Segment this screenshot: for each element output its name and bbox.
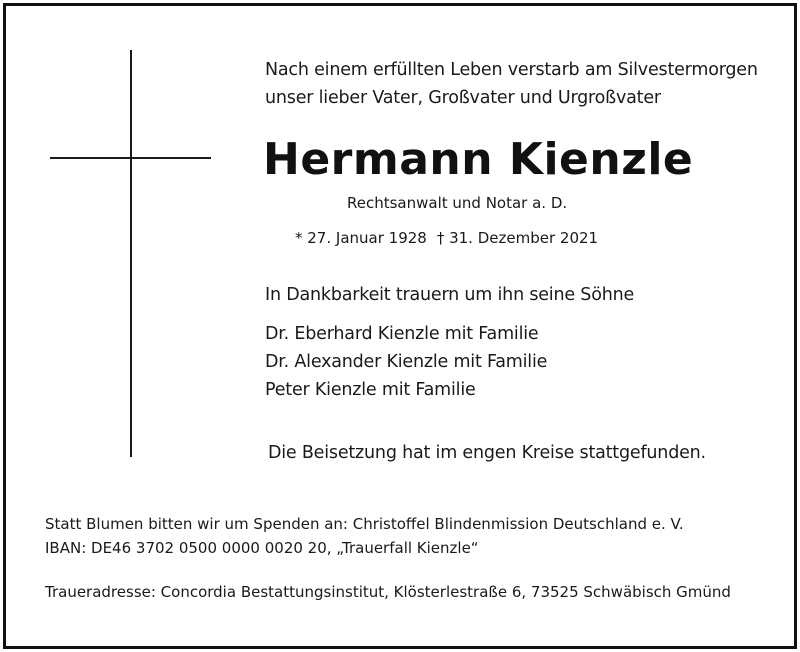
mourners-list	[265, 320, 547, 404]
intro-line-1: Nach einem erfüllten Leben verstarb am Silvestermorgen	[265, 60, 758, 80]
list-item: Peter Kienzle mit Familie	[265, 380, 476, 400]
donation-iban: IBAN: DE46 3702 0500 0000 0020 20, „Trauerfall Kienzle“	[45, 539, 479, 557]
list-item: Dr. Eberhard Kienzle mit Familie	[265, 324, 539, 344]
cross-vertical-bar	[130, 50, 132, 457]
deceased-profession: Rechtsanwalt und Notar a. D.	[347, 194, 568, 212]
death-date: † 31. Dezember 2021	[436, 229, 599, 247]
donation-notice	[45, 512, 684, 560]
mourning-text: In Dankbarkeit trauern um ihn seine Söhne	[265, 285, 635, 305]
birth-date: * 27. Januar 1928	[295, 229, 427, 247]
life-dates	[295, 227, 598, 249]
intro-line-2: unser lieber Vater, Großvater und Urgroßvater	[265, 88, 661, 108]
donation-line-1: Statt Blumen bitten wir um Spenden an: Christoffel Blindenmission Deutschland e. V.	[45, 515, 684, 533]
list-item: Dr. Alexander Kienzle mit Familie	[265, 352, 548, 372]
cross-horizontal-bar	[50, 157, 211, 159]
deceased-name: Hermann Kienzle	[263, 134, 694, 185]
mourning-address: Traueradresse: Concordia Bestattungsinstitut, Klösterlestraße 6, 73525 Schwäbisch Gmünd	[45, 583, 731, 601]
intro-text	[265, 56, 758, 112]
funeral-notice: Die Beisetzung hat im engen Kreise stattgefunden.	[268, 443, 706, 463]
